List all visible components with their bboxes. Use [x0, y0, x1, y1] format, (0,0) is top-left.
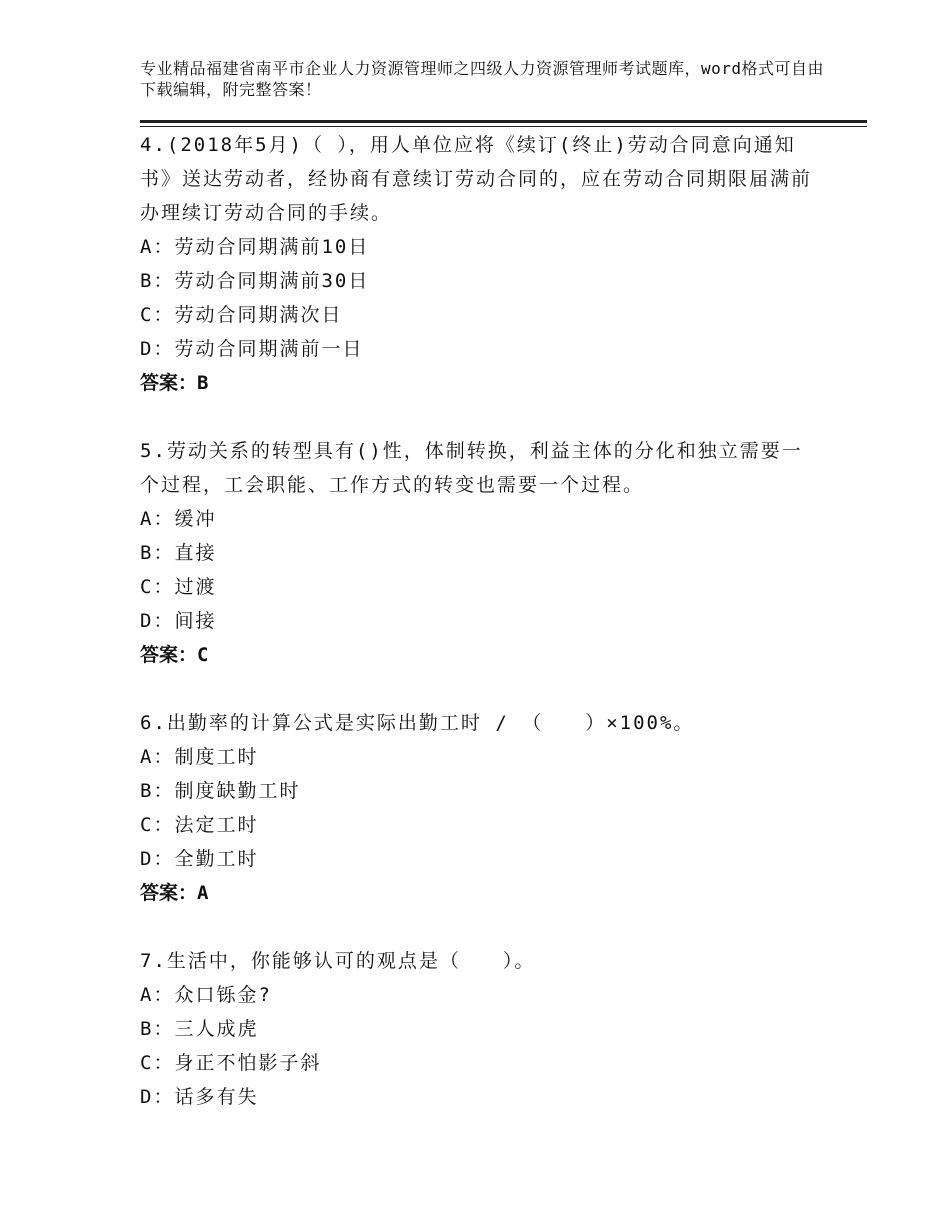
option-d: D：话多有失	[140, 1086, 259, 1108]
question-stem: 5.劳动关系的转型具有()性，体制转换，利益主体的分化和独立需要一个过程，工会职能、工作方式的转变也需要一个过程。	[140, 440, 803, 496]
option-d: D：间接	[140, 610, 217, 632]
option-a: A：劳动合同期满前10日	[140, 236, 370, 258]
option-d: D：全勤工时	[140, 848, 259, 870]
question-4	[140, 128, 820, 400]
question-stem: 6.出勤率的计算公式是实际出勤工时 / （ ）×100%。	[140, 712, 695, 734]
option-d: D：劳动合同期满前一日	[140, 338, 364, 360]
option-a: A：缓冲	[140, 508, 217, 530]
answer: 答案：B	[140, 372, 209, 394]
question-6	[140, 706, 820, 910]
question-7	[140, 944, 820, 1114]
option-a: A：众口铄金?	[140, 984, 272, 1006]
option-b: B：制度缺勤工时	[140, 780, 301, 802]
option-c: C：法定工时	[140, 814, 259, 836]
answer: 答案：C	[140, 644, 209, 666]
option-b: B：三人成虎	[140, 1018, 259, 1040]
answer: 答案：A	[140, 882, 209, 904]
question-5	[140, 434, 820, 672]
document-header: 专业精品福建省南平市企业人力资源管理师之四级人力资源管理师考试题库，word格式可自由下载编辑，附完整答案！	[140, 59, 825, 99]
header-rule-thick	[140, 120, 867, 123]
question-list	[140, 128, 820, 1148]
option-a: A：制度工时	[140, 746, 259, 768]
option-c: C：身正不怕影子斜	[140, 1052, 322, 1074]
question-stem: 4.(2018年5月)（ ），用人单位应将《续订(终止)劳动合同意向通知书》送达劳动者，经协商有意续订劳动合同的，应在劳动合同期限届满前办理续订劳动合同的手续。	[140, 134, 813, 224]
header-rule-thin	[140, 126, 867, 127]
option-b: B：劳动合同期满前30日	[140, 270, 370, 292]
option-c: C：过渡	[140, 576, 217, 598]
question-stem: 7.生活中，你能够认可的观点是（ ）。	[140, 950, 536, 972]
option-b: B：直接	[140, 542, 217, 564]
option-c: C：劳动合同期满次日	[140, 304, 343, 326]
